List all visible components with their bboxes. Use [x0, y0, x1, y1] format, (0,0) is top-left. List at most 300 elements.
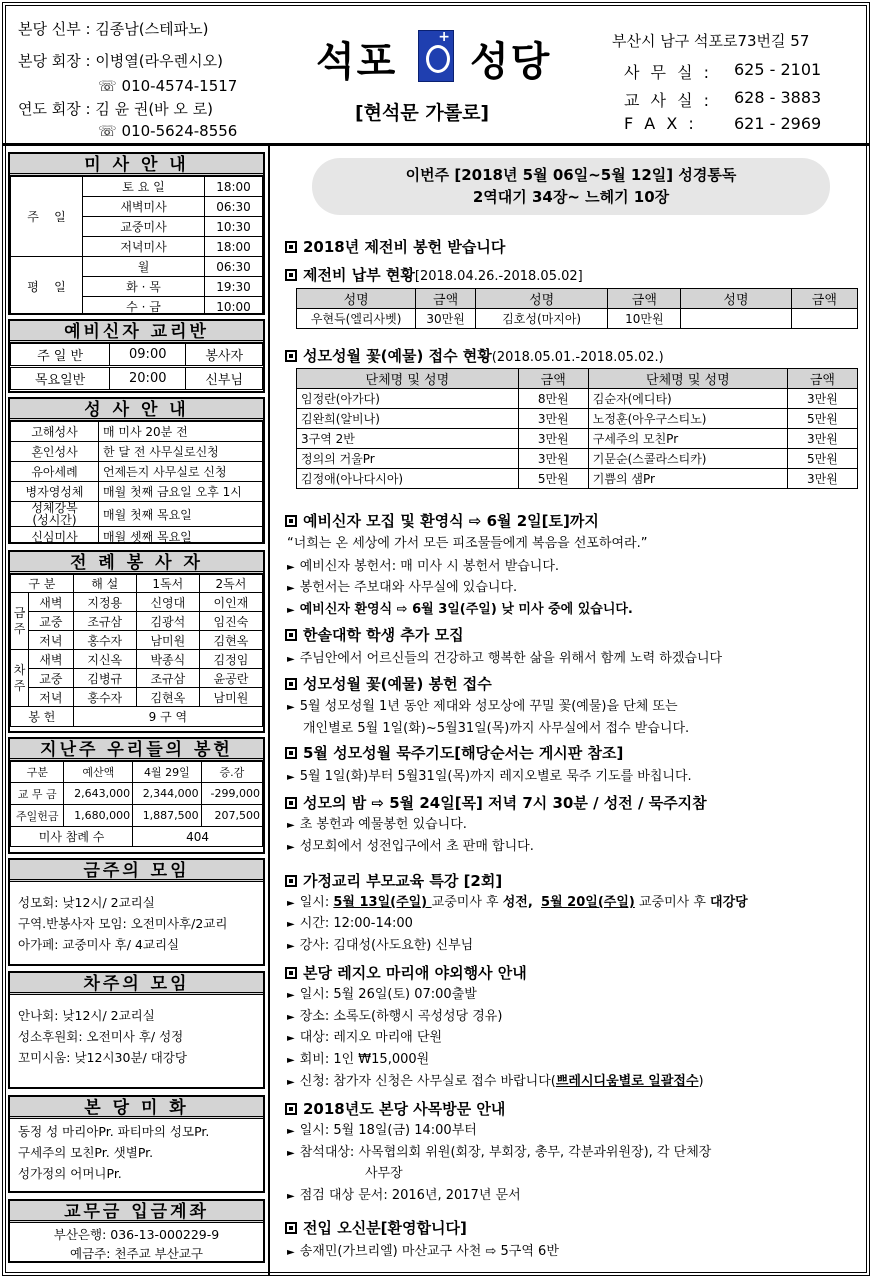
this-week-box: [8, 858, 265, 966]
table-row: [11, 827, 263, 847]
table-cell: 기문순(스콜라스티카): [588, 449, 787, 469]
triangle-bullet-icon: ►: [287, 1126, 295, 1137]
box-title: 성 사 안 내: [10, 399, 263, 421]
notice-text: 강사: 김대성(사도요한) 신부님: [299, 938, 474, 953]
table-cell: 노정훈(아우구스티노): [588, 409, 787, 429]
president-info: 본당 회장 : 이병열(라우렌시오): [18, 52, 223, 70]
box-body: [10, 995, 263, 1076]
group-label: 차주: [11, 650, 29, 707]
table-cell: [791, 309, 857, 329]
table-cell: 병자영성체: [11, 482, 99, 502]
notice-heading: [285, 1098, 505, 1119]
table-cell: 교중: [29, 612, 74, 631]
table-cell: 교 무 금: [11, 783, 64, 805]
contact-number: 625 - 2101: [734, 60, 822, 79]
notice-item: [287, 647, 722, 666]
triangle-bullet-icon: ►: [287, 1077, 295, 1088]
table-row: [11, 442, 263, 462]
text-line: 꼬미시움: 낮12시30분/ 대강당: [18, 1050, 187, 1065]
text-line: 구세주의 모친Pr. 샛별Pr.: [18, 1145, 154, 1160]
heading-text: 성모의 밤 ⇨ 5월 24일[목] 저녁 7시 30분 / 성전 / 묵주지참: [303, 794, 707, 812]
group-label: 평 일: [11, 257, 83, 316]
table-cell: [681, 309, 791, 329]
table-cell: 월: [83, 257, 205, 277]
triangle-bullet-icon: ►: [287, 1012, 295, 1023]
notice-text: [533, 895, 541, 910]
box-title: 예비신자 교리반: [10, 321, 263, 343]
box-title: 교무금 입금계좌: [10, 1201, 263, 1223]
table-cell: 신심미사: [11, 527, 99, 545]
column-header: 단체명 및 성명: [588, 369, 787, 389]
triangle-bullet-icon: ►: [287, 772, 295, 783]
notice-item: [287, 912, 413, 931]
table-cell: 새벽: [29, 650, 74, 669]
notice-item: [303, 717, 689, 736]
table-row: [11, 650, 263, 669]
notice-item: [287, 576, 517, 595]
triangle-bullet-icon: ►: [287, 990, 295, 1001]
box-body: [10, 1223, 263, 1263]
festival-heading: [285, 236, 505, 257]
table-cell: 3만원: [518, 409, 588, 429]
table-cell: 3만원: [518, 429, 588, 449]
table-cell: 남미원: [136, 631, 199, 650]
table-cell: 09:00: [110, 344, 186, 367]
liturgy-box: [8, 550, 265, 733]
table-cell: 김병규: [73, 669, 136, 688]
bullet-square-icon: [285, 875, 297, 887]
table-cell: 06:30: [205, 257, 263, 277]
heading-text: 가정교리 부모교육 특강 [2회]: [303, 872, 503, 890]
table-cell: 9 구 역: [73, 707, 262, 727]
table-cell: 김완희(알비나): [297, 409, 519, 429]
notice-text: 참석대상: 사목협의회 위원(회장, 부회장, 총무, 각분과위원장), 각 단체장: [299, 1145, 712, 1160]
notice-text: 대강당: [710, 895, 748, 910]
heading-text: 제전비 납부 현황: [303, 266, 415, 284]
heading-text: 예비신자 모집 및 환영식 ⇨ 6월 2일[토]까지: [303, 512, 599, 530]
notice-heading: [285, 510, 599, 531]
flowers-heading: [285, 345, 664, 366]
table-cell: 10:00: [205, 297, 263, 316]
offerings-table: [10, 761, 263, 847]
notice-text: 초 봉헌과 예물봉헌 있습니다.: [299, 817, 467, 832]
notice-text: 회비: 1인 ₩15,000원: [299, 1052, 430, 1067]
column-header: 2독서: [199, 575, 262, 593]
table-row: [11, 462, 263, 482]
box-title: 차주의 모임: [10, 973, 263, 995]
heading-text: 5월 성모성월 묵주기도[해당순서는 게시판 참조]: [303, 744, 624, 762]
notice-text: 사무장: [365, 1166, 403, 1181]
notice-item: [287, 1119, 477, 1138]
box-title: 전 례 봉 사 자: [10, 552, 263, 574]
table-cell: 임정란(아가다): [297, 389, 519, 409]
president-phone: ☏ 010-4574-1517: [98, 77, 238, 95]
next-week-box: [8, 971, 265, 1089]
triangle-bullet-icon: ►: [287, 898, 295, 909]
box-body: [10, 882, 263, 963]
table-row: [11, 422, 263, 442]
table-cell: 5만원: [787, 409, 857, 429]
notice-item: [287, 983, 477, 1002]
notice-heading: [285, 870, 502, 891]
table-cell: 2,344,000: [133, 783, 202, 805]
table-cell: 지정용: [73, 593, 136, 612]
column-header: 해 설: [73, 575, 136, 593]
notice-text: 송재민(가브리엘) 마산교구 사천 ⇨ 5구역 6반: [299, 1244, 559, 1259]
heading-text: 2018년도 본당 사목방문 안내: [303, 1100, 506, 1118]
table-cell: 3만원: [787, 389, 857, 409]
group-label: 주 일: [11, 177, 83, 257]
notice-item: [287, 555, 559, 574]
table-cell: 주일헌금: [11, 805, 64, 827]
table-cell: 매 미사 20분 전: [99, 422, 263, 442]
table-cell: 5만원: [518, 469, 588, 489]
mass-box: [8, 152, 265, 315]
table-cell: -299,000: [201, 783, 262, 805]
triangle-bullet-icon: ►: [287, 1033, 295, 1044]
address: 부산시 남구 석포로73번길 57: [612, 32, 810, 50]
notice-text: 5월 20일(주일): [541, 895, 635, 910]
offerings-box: [8, 737, 265, 854]
bullet-square-icon: [285, 797, 297, 809]
table-row: [11, 783, 263, 805]
table-cell: 성체강복 (성시간): [11, 502, 99, 527]
table-cell: 봉 헌: [11, 707, 74, 727]
table-row: [11, 257, 263, 277]
table-header-row: [11, 575, 263, 593]
heading-text: 한솔대학 학생 추가 모집: [303, 626, 464, 644]
notice-item: [287, 1240, 559, 1259]
box-title: 미 사 안 내: [10, 154, 263, 176]
heading-text: 2018년 제전비 봉헌 받습니다: [303, 238, 506, 256]
table-row: [297, 389, 858, 409]
box-title: 본 당 미 화: [10, 1097, 263, 1119]
table-row: [297, 429, 858, 449]
column-header: 구 분: [11, 575, 74, 593]
notice-text: 예비신자 환영식 ⇨ 6월 3일(주일) 낮 미사 중에 있습니다.: [299, 602, 633, 617]
notice-text: 교중미사 후: [634, 895, 711, 910]
notice-heading: [285, 1217, 467, 1238]
notice-item: [287, 695, 678, 714]
table-cell: 18:00: [205, 237, 263, 257]
triangle-bullet-icon: ►: [287, 941, 295, 952]
notice-item: [287, 835, 534, 854]
table-row: [297, 309, 858, 329]
sacraments-box: [8, 397, 265, 544]
heading-period: [2018.04.26.-2018.05.02]: [414, 269, 583, 284]
table-cell: 새벽미사: [83, 197, 205, 217]
triangle-bullet-icon: ►: [287, 820, 295, 831]
festival-status-heading: [285, 264, 583, 285]
bullet-square-icon: [285, 515, 297, 527]
notice-text: 봉헌서는 주보대와 사무실에 있습니다.: [299, 580, 518, 595]
table-cell: 207,500: [201, 805, 262, 827]
table-cell: 구세주의 모친Pr: [588, 429, 787, 449]
notice-item: [365, 1162, 403, 1181]
table-row: [11, 177, 263, 197]
notice-text: 성모회에서 성전입구에서 초 판매 합니다.: [299, 839, 534, 854]
table-row: [297, 449, 858, 469]
text-line: 성소후원회: 오전미사 후/ 성정: [18, 1029, 184, 1044]
table-cell: 주 일 반: [11, 344, 110, 367]
triangle-bullet-icon: ►: [287, 1247, 295, 1258]
church-name-left: 석포: [316, 39, 398, 85]
table-row: [11, 688, 263, 707]
bullet-square-icon: [285, 1103, 297, 1115]
column-header: 단체명 및 성명: [297, 369, 519, 389]
box-title: 금주의 모임: [10, 860, 263, 882]
notice-heading: [285, 624, 464, 645]
table-row: [297, 469, 858, 489]
liturgy-table: [10, 574, 263, 727]
heading-period: (2018.05.01.-2018.05.02.): [491, 350, 664, 365]
column-header: 예산액: [64, 762, 133, 783]
text-line: 예금주: 천주교 부산교구: [70, 1246, 203, 1261]
yeondo-info: 연도 회장 : 김 윤 권(바 오 로): [18, 100, 214, 118]
table-cell: 조규삼: [73, 612, 136, 631]
table-cell: 30만원: [416, 309, 476, 329]
table-cell: 저녁: [29, 631, 74, 650]
table-row: [11, 482, 263, 502]
table-cell: 한 달 전 사무실로신청: [99, 442, 263, 462]
bullet-square-icon: [285, 1222, 297, 1234]
yeondo-phone: ☏ 010-5624-8556: [98, 122, 238, 140]
table-cell: 미사 참례 수: [11, 827, 133, 847]
table-cell: 이인재: [199, 593, 262, 612]
notice-item: [287, 1048, 429, 1067]
table-cell: 기쁨의 샘Pr: [588, 469, 787, 489]
bullet-square-icon: [285, 678, 297, 690]
table-cell: 박종식: [136, 650, 199, 669]
table-cell: 새벽: [29, 593, 74, 612]
notice-text: 신청: 참가자 신청은 사무실로 접수 바랍니다(: [299, 1074, 556, 1089]
notice-heading: [285, 962, 527, 983]
table-cell: 남미원: [199, 688, 262, 707]
table-cell: 매월 첫째 목요일: [99, 502, 263, 527]
text-line: 성모회: 낮12시/ 2교리실: [18, 895, 155, 910]
text-line: 성가정의 어머니Pr.: [18, 1166, 122, 1181]
box-title: 지난주 우리들의 봉헌: [10, 739, 263, 761]
table-cell: 3만원: [787, 469, 857, 489]
triangle-bullet-icon: ►: [287, 919, 295, 930]
column-header: 금액: [608, 289, 681, 309]
notice-text: 성전,: [502, 895, 533, 910]
table-cell: 윤공란: [199, 669, 262, 688]
triangle-bullet-icon: ►: [287, 1191, 295, 1202]
table-row: [11, 612, 263, 631]
notice-item: [287, 813, 467, 832]
notice-item: [287, 532, 647, 551]
column-header: 금액: [791, 289, 857, 309]
church-logo-icon: [418, 30, 454, 82]
table-cell: 정의의 거울Pr: [297, 449, 519, 469]
table-cell: 혼인성사: [11, 442, 99, 462]
text-line: 아가페: 교중미사 후/ 4교리실: [18, 937, 180, 952]
table-cell: 김순자(에디타): [588, 389, 787, 409]
table-cell: 김정임: [199, 650, 262, 669]
table-row: [11, 805, 263, 827]
table-header-row: [11, 762, 263, 783]
column-header: 성명: [297, 289, 416, 309]
festival-table: [296, 288, 858, 329]
table-cell: 고해성사: [11, 422, 99, 442]
notice-text: 대상: 레지오 마리애 단원: [299, 1030, 443, 1045]
heading-text: 본당 레지오 마리애 야외행사 안내: [303, 964, 527, 982]
table-cell: 김현옥: [199, 631, 262, 650]
column-divider: [268, 146, 270, 1276]
notice-text: 교중미사 후: [431, 895, 503, 910]
table-cell: 매월 셋째 목요일: [99, 527, 263, 545]
table-cell: 3구역 2반: [297, 429, 519, 449]
catechism-table: [10, 343, 263, 390]
table-cell: 교중미사: [83, 217, 205, 237]
contact-number: 628 - 3883: [734, 88, 822, 107]
triangle-bullet-icon: ►: [287, 1148, 295, 1159]
table-cell: 임진숙: [199, 612, 262, 631]
heading-text: 전입 오신분[환영합니다]: [303, 1219, 467, 1237]
box-body: [10, 1119, 263, 1192]
notice-text: 주님안에서 어르신들의 건강하고 행복한 삶을 위해서 함께 노력 하겠습니다: [299, 651, 723, 666]
table-cell: 김정애(아나다시아): [297, 469, 519, 489]
notice-text: 5월 1일(화)부터 5월31일(목)까지 레지오별로 묵주 기도를 바칩니다.: [299, 769, 692, 784]
notice-heading: [285, 742, 623, 763]
bible-reading-week: 이번주 [2018년 5월 06일~5월 12일] 성경통독: [405, 166, 737, 184]
triangle-bullet-icon: ►: [287, 1055, 295, 1066]
triangle-bullet-icon: ►: [287, 654, 295, 665]
triangle-bullet-icon: ►: [287, 842, 295, 853]
notice-item: [287, 598, 633, 617]
table-cell: 홍수자: [73, 631, 136, 650]
notice-text: 장소: 소록도(하행시 곡성성당 경유): [299, 1009, 503, 1024]
table-row: [11, 527, 263, 545]
triangle-bullet-icon: ►: [287, 605, 295, 616]
pastor-info: 본당 신부 : 김종남(스테파노): [18, 20, 209, 38]
table-cell: 18:00: [205, 177, 263, 197]
table-cell: 화 · 목: [83, 277, 205, 297]
column-header: 금액: [416, 289, 476, 309]
bullet-square-icon: [285, 350, 297, 362]
notice-text: 일시: 5월 26일(토) 07:00출발: [299, 987, 477, 1002]
table-cell: 교중: [29, 669, 74, 688]
column-header: 4월 29일: [133, 762, 202, 783]
notice-text: 개인별로 5월 1일(화)~5월31일(목)까지 사무실에서 접수 받습니다.: [303, 721, 690, 736]
notice-text: “너희는 온 세상에 가서 모든 피조물들에게 복음을 선포하여라.”: [287, 536, 648, 551]
notice-text: 5월 성모성월 1년 동안 제대와 성모상에 꾸밀 꽃(예물)을 단체 또는: [299, 699, 678, 714]
notice-text: ): [698, 1074, 704, 1089]
column-header: 성명: [475, 289, 608, 309]
table-cell: 토 요 일: [83, 177, 205, 197]
table-cell: 저녁: [29, 688, 74, 707]
table-row: [11, 707, 263, 727]
table-header-row: [297, 289, 858, 309]
column-header: 성명: [681, 289, 791, 309]
table-cell: 신영대: [136, 593, 199, 612]
notice-heading: [285, 792, 707, 813]
table-cell: 유아세례: [11, 462, 99, 482]
notice-item: [287, 765, 692, 784]
text-line: 부산은행: 036-13-000229-9: [53, 1227, 220, 1242]
table-cell: 지신옥: [73, 650, 136, 669]
table-cell: 5만원: [787, 449, 857, 469]
table-row: [11, 593, 263, 612]
table-row: [11, 669, 263, 688]
mass-schedule-table: [10, 176, 263, 315]
contact-label: F A X :: [624, 114, 697, 133]
triangle-bullet-icon: ►: [287, 702, 295, 713]
notice-heading: [285, 673, 492, 694]
notice-item: [287, 891, 748, 910]
table-cell: 김현옥: [136, 688, 199, 707]
catechism-box: [8, 319, 265, 393]
table-cell: 봉사자: [186, 344, 263, 367]
table-row: [297, 409, 858, 429]
table-row: [11, 367, 263, 390]
bullet-square-icon: [285, 269, 297, 281]
contact-number: 621 - 2969: [734, 114, 822, 133]
table-cell: 404: [133, 827, 263, 847]
table-cell: 20:00: [110, 367, 186, 390]
bible-reading-banner: [312, 158, 830, 215]
beautify-box: [8, 1095, 265, 1193]
column-header: 금액: [787, 369, 857, 389]
table-row: [11, 502, 263, 527]
sacraments-table: [10, 421, 263, 544]
table-cell: 10:30: [205, 217, 263, 237]
triangle-bullet-icon: ►: [287, 583, 295, 594]
patron-subtitle: [현석문 가롤로]: [355, 102, 490, 124]
notice-item: [287, 1184, 521, 1203]
table-row: [11, 631, 263, 650]
notice-item: [287, 1070, 704, 1089]
bullet-square-icon: [285, 241, 297, 253]
notice-item: [287, 1005, 502, 1024]
contact-label: 교 사 실 :: [624, 91, 713, 110]
text-line: 동정 성 마리아Pr. 파티마의 성모Pr.: [18, 1124, 210, 1139]
bullet-square-icon: [285, 629, 297, 641]
bible-reading-range: 2역대기 34장~ 느헤기 10장: [472, 188, 670, 206]
column-header: 1독서: [136, 575, 199, 593]
bullet-square-icon: [285, 967, 297, 979]
table-cell: 1,680,000: [64, 805, 133, 827]
table-cell: 1,887,500: [133, 805, 202, 827]
table-cell: 우현득(엘리사벳): [297, 309, 416, 329]
notice-text: 5월 13일(주일): [333, 895, 432, 910]
table-cell: 언제든지 사무실로 신청: [99, 462, 263, 482]
table-cell: 홍수자: [73, 688, 136, 707]
flowers-table: [296, 368, 858, 489]
notice-text: 쁘레시디움별로 일괄접수: [555, 1074, 699, 1089]
church-name-right: 성당: [470, 39, 552, 85]
notice-text: 예비신자 봉헌서: 매 미사 시 봉헌서 받습니다.: [299, 559, 560, 574]
group-label: 금주: [11, 593, 29, 650]
table-cell: 3만원: [518, 449, 588, 469]
table-cell: 김호성(마지아): [475, 309, 608, 329]
table-cell: 06:30: [205, 197, 263, 217]
table-cell: 10만원: [608, 309, 681, 329]
column-header: 증.감: [201, 762, 262, 783]
contact-label: 사 무 실 :: [624, 63, 713, 82]
table-cell: 목요일반: [11, 367, 110, 390]
notice-text: 점검 대상 문서: 2016년, 2017년 문서: [299, 1188, 521, 1203]
table-cell: 3만원: [787, 429, 857, 449]
header-divider: [2, 143, 870, 146]
table-cell: 8만원: [518, 389, 588, 409]
heading-text: 성모성월 꽃(예물) 봉헌 접수: [303, 675, 492, 693]
column-header: 금액: [518, 369, 588, 389]
notice-text: 일시: 5월 18일(금) 14:00부터: [299, 1123, 477, 1138]
table-cell: 2,643,000: [64, 783, 133, 805]
notice-item: [287, 1141, 711, 1160]
